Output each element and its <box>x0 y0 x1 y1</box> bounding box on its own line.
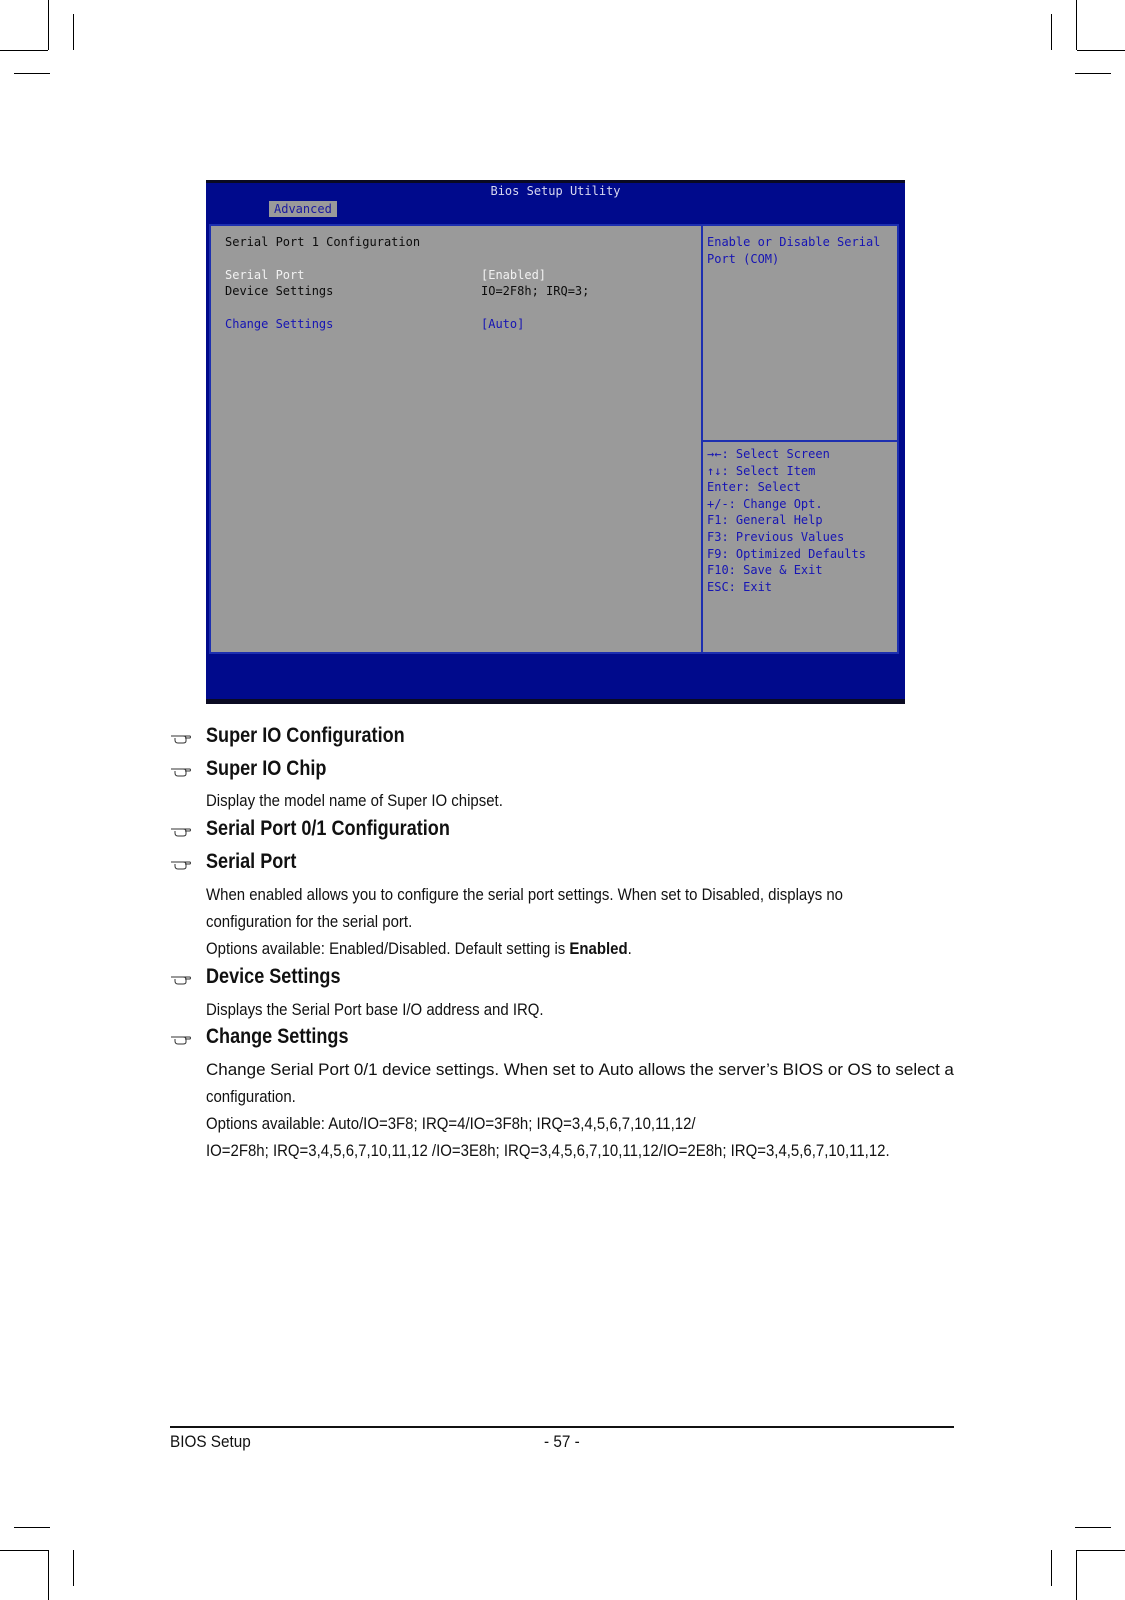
key-help-item: F9: Optimized Defaults <box>707 546 866 561</box>
crop-mark <box>1051 1550 1052 1586</box>
desc-word: to <box>876 1060 891 1079</box>
desc-word: settings. <box>435 1060 500 1079</box>
footer-section: BIOS Setup <box>170 1432 251 1451</box>
heading-change-settings: Change Settings <box>206 1025 349 1048</box>
key-help-item: Enter: Select <box>707 480 801 495</box>
desc-word: BIOS <box>782 1060 824 1079</box>
pointing-hand-icon <box>170 1030 192 1046</box>
serial-port-options: Options available: Enabled/Disabled. Default setting is Enabled. <box>206 939 632 958</box>
tab-advanced[interactable]: Advanced <box>269 201 337 217</box>
bios-screenshot <box>206 180 905 704</box>
crop-mark <box>1077 1550 1125 1551</box>
serial-port-default: Enabled <box>569 939 628 958</box>
serial-port-desc-1: When enabled allows you to configure the serial port settings. When set to Disabled, displays no <box>206 885 843 904</box>
crop-mark <box>1077 50 1125 51</box>
item-serial-port-label[interactable]: Serial Port <box>225 268 305 282</box>
heading-serial-port: Serial Port <box>206 850 297 873</box>
heading-super-io-chip: Super IO Chip <box>206 757 327 780</box>
crop-mark <box>0 1550 48 1551</box>
crop-mark <box>14 73 50 74</box>
crop-mark <box>0 50 48 51</box>
bios-bottom-strip <box>206 699 905 704</box>
serial-port-desc-2: configuration for the serial port. <box>206 912 413 931</box>
heading-super-io-config: Super IO Configuration <box>206 724 405 747</box>
pointing-hand-icon <box>170 822 192 838</box>
bios-main-panel <box>209 224 899 654</box>
section-title: Serial Port 1 Configuration <box>225 235 421 249</box>
pointing-hand-icon <box>170 729 192 745</box>
desc-word: Port <box>318 1060 350 1079</box>
desc-word: device <box>382 1060 432 1079</box>
help-divider <box>703 440 897 442</box>
pointing-hand-icon <box>170 855 192 871</box>
desc-word: a <box>944 1060 954 1079</box>
desc-word: the <box>690 1060 714 1079</box>
page-number: - 57 - <box>544 1432 580 1451</box>
change-settings-desc-2: configuration. <box>206 1087 296 1106</box>
desc-word: Change <box>206 1060 266 1079</box>
change-settings-options-1: Options available: Auto/IO=3F8; IRQ=4/IO=3F8h; IRQ=3,4,5,6,7,10,11,12/ <box>206 1114 696 1133</box>
crop-mark <box>48 1550 49 1600</box>
bios-top-strip <box>206 180 905 183</box>
desc-word: server’s <box>718 1060 779 1079</box>
item-device-settings-value: IO=2F8h; IRQ=3; <box>481 284 590 298</box>
crop-mark <box>1051 14 1052 50</box>
key-help-item: F10: Save & Exit <box>707 563 823 578</box>
heading-device-settings: Device Settings <box>206 965 341 988</box>
help-text: Enable or Disable Serial Port (COM) <box>707 235 881 266</box>
desc-word: OS <box>847 1060 873 1079</box>
desc-word: select <box>895 1060 940 1079</box>
crop-mark <box>73 1550 74 1586</box>
footer-rule <box>170 1426 954 1428</box>
crop-mark <box>14 1527 50 1528</box>
item-serial-port-value[interactable]: [Enabled] <box>481 268 547 282</box>
pointing-hand-icon <box>170 970 192 986</box>
item-change-settings-label[interactable]: Change Settings <box>225 317 334 331</box>
crop-mark <box>48 0 49 50</box>
desc-word: When <box>503 1060 549 1079</box>
bios-title: Bios Setup Utility <box>490 184 621 198</box>
crop-mark <box>1076 1550 1077 1600</box>
change-settings-desc-1 <box>206 1060 954 1080</box>
key-help-item: ESC: Exit <box>707 579 773 594</box>
key-help-item: →←: Select Screen <box>707 447 830 461</box>
desc-word: or <box>827 1060 843 1079</box>
key-help-item: +/-: Change Opt. <box>707 496 823 511</box>
super-io-chip-desc: Display the model name of Super IO chipset. <box>206 791 503 810</box>
desc-word: set <box>552 1060 576 1079</box>
crop-mark <box>1075 73 1111 74</box>
key-help-item: F3: Previous Values <box>707 529 845 544</box>
crop-mark <box>1075 1527 1111 1528</box>
desc-word: 0/1 <box>353 1060 378 1079</box>
pointing-hand-icon <box>170 762 192 778</box>
crop-mark <box>1076 0 1077 50</box>
crop-mark <box>73 14 74 50</box>
item-device-settings-label: Device Settings <box>225 284 334 298</box>
panel-divider <box>701 226 703 652</box>
heading-serial-port-config: Serial Port 0/1 Configuration <box>206 817 450 840</box>
desc-word: Serial <box>270 1060 314 1079</box>
desc-word: Auto <box>598 1060 634 1079</box>
change-settings-options-2: IO=2F8h; IRQ=3,4,5,6,7,10,11,12 /IO=3E8h; IRQ=3,4,5,6,7,10,11,12/IO=2E8h; IRQ=3,4,5,6,7,10,11,12. <box>206 1141 890 1160</box>
item-change-settings-value[interactable]: [Auto] <box>481 317 525 331</box>
key-help-list <box>707 446 866 595</box>
desc-word: allows <box>638 1060 686 1079</box>
key-help-item: F1: General Help <box>707 513 823 528</box>
desc-word: to <box>579 1060 595 1079</box>
device-settings-desc: Displays the Serial Port base I/O address and IRQ. <box>206 1000 544 1019</box>
key-help-item: ↑↓: Select Item <box>707 463 816 478</box>
